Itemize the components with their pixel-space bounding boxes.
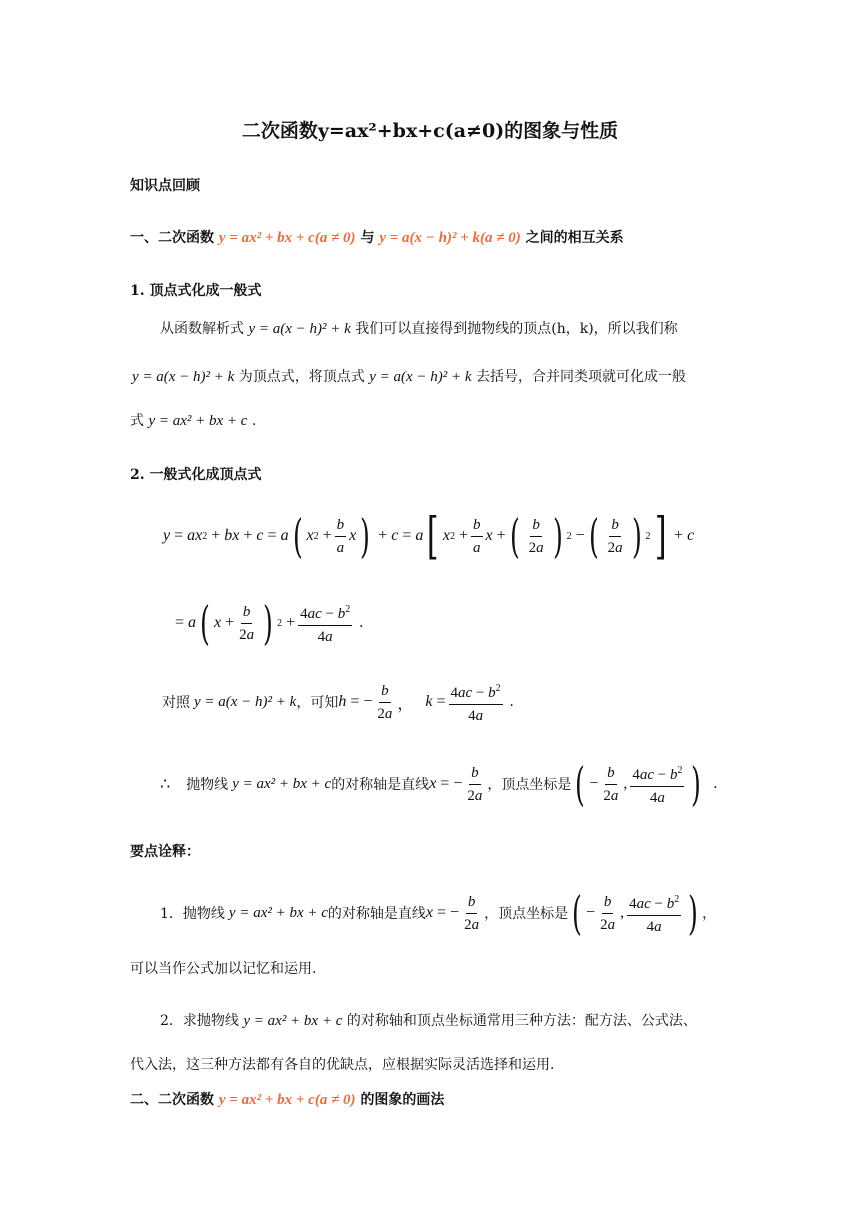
derivation-line-1: y = ax 2 + bx + c = a ( x 2 + $\frac{b}{a}$ x ) + c = a [ x 2 + $\frac{b}{a}$ x + ( $\frac{b}{2a}$ ) 2 − ( $\frac{b}{2a}$ ) 2 ] + c (163, 507, 695, 565)
note-2-line2: 代入法，这三种方法都有各自的优缺点，应根据实际灵活选择和运用. (130, 1057, 555, 1073)
sub1-line2: y = a(x − h)² + k 为顶点式，将顶点式 y = a(x − h)² + k 去括号，合并同类项就可化成一般 (132, 369, 687, 385)
derivation-line-2: = a ( x + $\frac{b}{2a}$ ) 2 + $\frac{4ac - b^2}{4a}$ . (175, 596, 364, 650)
sub2-heading: 2. 一般式化成顶点式 (130, 467, 262, 483)
sub1-heading: 1. 顶点式化成一般式 (130, 283, 262, 299)
note-1: 1．抛物线 y = ax² + bx + c 的对称轴是直线 x = − $\frac{b}{2a}$ ，顶点坐标是 ( − $\frac{b}{2a}$ , $\frac{4ac - b^2}{4a}$ ) ， (160, 886, 717, 940)
review-heading: 知识点回顾 (130, 178, 200, 194)
section1-formula-vertex: y = a(x − h)² + k(a ≠ 0) (379, 230, 521, 246)
therefore-symbol: ∴ (160, 776, 171, 793)
note-1-line2: 可以当作公式加以记忆和运用. (130, 961, 317, 977)
therefore-line: ∴ 抛物线 y = ax² + bx + c 的对称轴是直线 x = − $\frac{b}{2a}$ ，顶点坐标是 ( − $\frac{b}{2a}$ , $\frac{4ac - b^2}{4a}$ ) . (160, 757, 718, 811)
section1-heading: 一、二次函数 y = ax² + bx + c(a ≠ 0) 与 y = a(x − h)² + k(a ≠ 0) 之间的相互关系 (130, 230, 624, 246)
compare-line: 对照 y = a(x − h)² + k ，可知 h = − $\frac{b}{2a}$ ， k = $\frac{4ac - b^2}{4a}$ . (162, 677, 514, 727)
section2-heading: 二、二次函数 y = ax² + bx + c(a ≠ 0) 的图象的画法 (130, 1092, 445, 1108)
sub1-line3: 式 y = ax² + bx + c . (130, 413, 257, 429)
section2-formula: y = ax² + bx + c(a ≠ 0) (218, 1092, 356, 1108)
sub1-line1: 从函数解析式 y = a(x − h)² + k 我们可以直接得到抛物线的顶点(h，k)，所以我们称 (160, 321, 678, 337)
note-2: 2．求抛物线 y = ax² + bx + c 的对称轴和顶点坐标通常用三种方法：配方法、公式法、 (160, 1013, 697, 1029)
section1-formula-general: y = ax² + bx + c(a ≠ 0) (218, 230, 356, 246)
notes-heading: 要点诠释： (130, 844, 200, 860)
page-title: 二次函数y=ax²+bx+c(a≠0)的图象与性质 (241, 120, 619, 142)
